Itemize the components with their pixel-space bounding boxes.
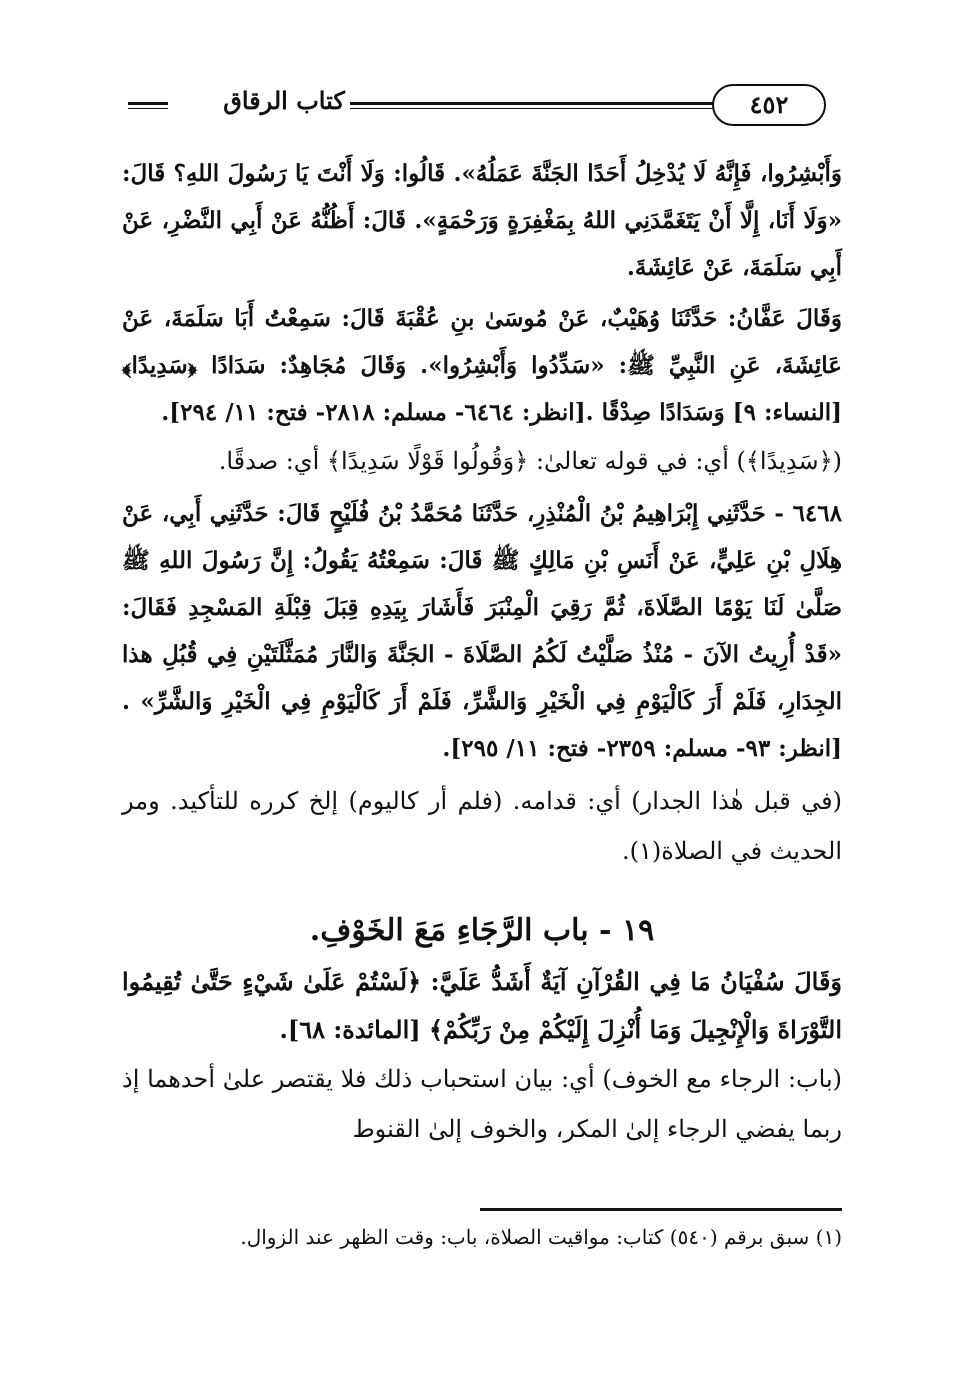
hadith-continuation: وَأَبْشِرُوا، فَإِنَّهُ لَا يُدْخِلُ أَحَدًا الجَنَّةَ عَمَلُهُ». قَالُوا: وَلَا أَنْتَ يَا رَسُولَ اللهِ؟ قَالَ: «وَلَا أَنَا، إِلَّا أَنْ يَتَغَمَّدَنِي اللهُ بِمَغْفِرَةٍ وَرَحْمَةٍ». قَالَ: أَظُنُّهُ عَنْ أَبِي النَّضْرِ، عَنْ أَبِي سَلَمَةَ، عَنْ عَائِشَةَ.	[122, 160, 842, 281]
commentary-sadid: (﴿سَدِيدًا﴾) أي: في قوله تعالىٰ: ﴿وَقُولُوا قَوْلًا سَدِيدًا﴾ أي: صدقًا.	[218, 447, 842, 475]
page-number: ٤٥٢	[712, 84, 826, 126]
page-header	[122, 82, 842, 130]
book-title: كتاب الرقاق	[223, 86, 345, 115]
footnote-rule	[480, 1208, 842, 1211]
sufyan-quote: وَقَالَ سُفْيَانُ مَا فِي القُرْآنِ آيَةٌ أَشَدُّ عَلَيَّ: ﴿لَسْتُمْ عَلَىٰ شَيْءٍ حَتَّىٰ تُقِيمُوا التَّوْرَاةَ وَالْإِنْجِيلَ وَمَا أُنْزِلَ إِلَيْكُمْ مِنْ رَبِّكُمْ﴾ [المائدة: ٦٨].	[122, 967, 842, 1044]
commentary-bab: (باب: الرجاء مع الخوف) أي: بيان استحباب ذلك فلا يقتصر علىٰ أحدهما إذ ربما يفضي الرجاء إلىٰ المكر، والخوف إلىٰ القنوط	[122, 1065, 842, 1143]
hadith-6468: ٦٤٦٨ - حَدَّثَنِي إِبْرَاهِيمُ بْنُ الْمُنْذِرِ، حَدَّثَنَا مُحَمَّدُ بْنُ فُلَيْحٍ قَالَ: حَدَّثَنِي أَبِي، عَنْ هِلَالِ بْنِ عَلِيٍّ، عَنْ أَنَسِ بْنِ مَالِكٍ ﷺ قَالَ: سَمِعْتُهُ يَقُولُ: إِنَّ رَسُولَ اللهِ ﷺ صَلَّىٰ لَنَا يَوْمًا الصَّلَاةَ، ثُمَّ رَقِيَ الْمِنْبَرَ فَأَشَارَ بِيَدِهِ قِبَلَ قِبْلَةِ المَسْجِدِ فَقَالَ: «قَدْ أُرِيتُ الآنَ - مُنْذُ صَلَّيْتُ لَكُمُ الصَّلَاةَ - الجَنَّةَ وَالنَّارَ مُمَثَّلَتَيْنِ فِي قُبُلِ هذا الجِدَارِ، فَلَمْ أَرَ كَالْيَوْمِ فِي الْخَيْرِ وَالشَّرِّ، فَلَمْ أَرَ كَالْيَوْمِ فِي الْخَيْرِ وَالشَّرِّ» .[انظر: ٩٣- مسلم: ٢٣٥٩- فتح: ١١/ ٢٩٥].	[122, 500, 842, 762]
footnote: (١) سبق برقم (٥٤٠) كتاب: مواقيت الصلاة، باب: وقت الظهر عند الزوال.	[240, 1225, 842, 1249]
header-rule-left	[128, 102, 168, 109]
chapter-heading: ١٩ - باب الرَّجَاءِ مَعَ الخَوْفِ.	[309, 913, 655, 948]
commentary-jidar: (في قبل هٰذا الجدار) أي: قدامه. (فلم أر كاليوم) إلخ كرره للتأكيد. ومر الحديث في الصلاة(١).	[122, 787, 842, 865]
page-body	[122, 150, 842, 1154]
hadith-affan: وَقَالَ عَفَّانُ: حَدَّثَنَا وُهَيْبٌ، عَنْ مُوسَىٰ بنِ عُقْبَةَ قَالَ: سَمِعْتُ أَبَا سَلَمَةَ، عَنْ عَائِشَةَ، عَنِ النَّبِيِّ ﷺ: «سَدِّدُوا وَأَبْشِرُوا». وَقَالَ مُجَاهِدٌ: سَدَادًا ﴿سَدِيدًا﴾ [النساء: ٩] وَسَدَادًا صِدْقًا .[انظر: ٦٤٦٤- مسلم: ٢٨١٨- فتح: ١١/ ٢٩٤].	[122, 305, 842, 426]
